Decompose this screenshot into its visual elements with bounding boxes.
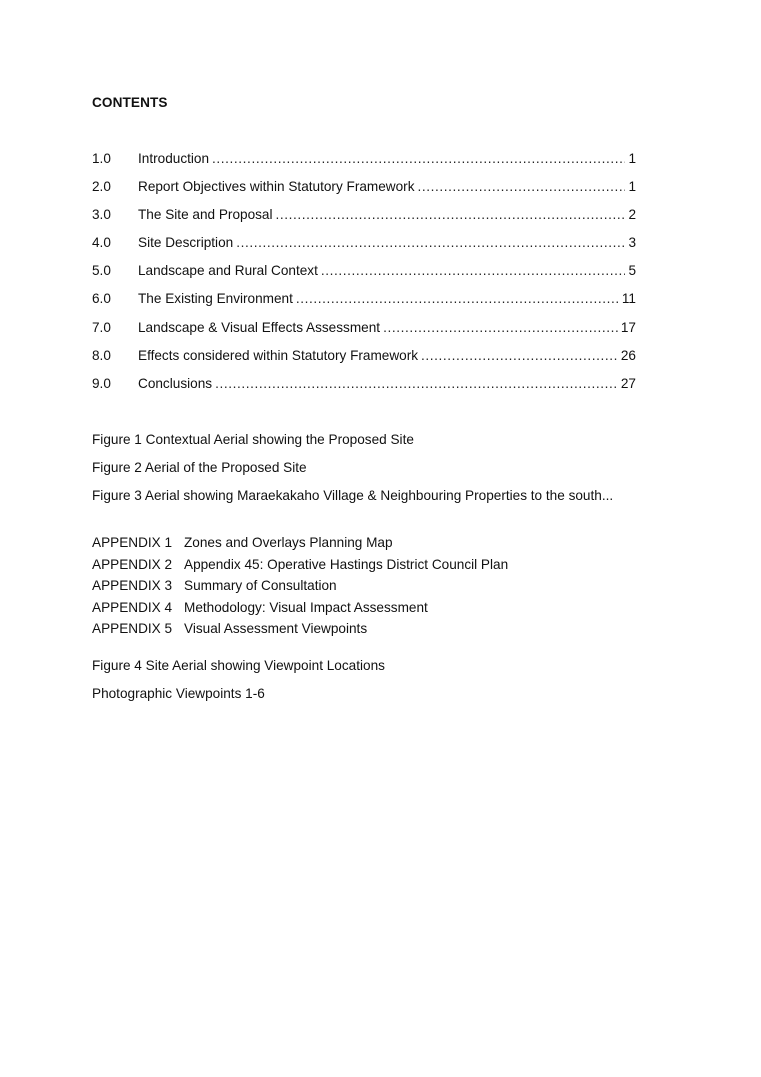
toc-number: 7.0: [92, 319, 111, 335]
figure-entry[interactable]: Figure 2 Aerial of the Proposed Site: [92, 460, 307, 476]
appendix-label: APPENDIX 4: [92, 599, 173, 615]
photographic-viewpoints-entry[interactable]: Photographic Viewpoints 1-6: [92, 686, 265, 702]
toc-page-number: 1: [628, 179, 636, 195]
figure-entry[interactable]: Figure 4 Site Aerial showing Viewpoint Locations: [92, 658, 385, 673]
toc-entry-2[interactable]: [92, 179, 636, 207]
table-of-contents: [92, 151, 636, 404]
toc-page-number: 17: [620, 319, 636, 335]
toc-title: The Existing Environment: [138, 291, 293, 307]
appendix-entry-4[interactable]: [92, 600, 508, 622]
appendix-title: Methodology: Visual Impact Assessment: [184, 599, 428, 615]
toc-entry-8[interactable]: [92, 348, 636, 376]
appendix-entry-5[interactable]: [92, 621, 508, 643]
appendix-list: [92, 535, 508, 643]
toc-page-number: 5: [628, 263, 636, 279]
toc-leader-dots: [321, 263, 626, 278]
figure-list: [92, 432, 613, 516]
toc-entry-4[interactable]: [92, 235, 636, 263]
contents-heading: CONTENTS: [92, 95, 168, 110]
toc-leader-dots: [236, 235, 625, 250]
toc-title: Introduction: [138, 151, 210, 166]
toc-entry-6[interactable]: [92, 291, 636, 319]
toc-number: 8.0: [92, 347, 111, 363]
toc-leader-dots: [418, 179, 626, 194]
toc-entry-5[interactable]: [92, 263, 636, 291]
appendix-title: Zones and Overlays Planning Map: [184, 535, 393, 550]
toc-number: 9.0: [92, 375, 111, 391]
toc-page-number: 26: [620, 347, 636, 363]
toc-title: Landscape and Rural Context: [138, 263, 318, 279]
toc-title: Conclusions: [138, 375, 213, 391]
toc-page-number: 1: [628, 151, 636, 166]
appendix-title: Appendix 45: Operative Hastings District Council Plan: [184, 556, 509, 572]
toc-number: 2.0: [92, 179, 111, 195]
appendix-title: Summary of Consultation: [184, 578, 337, 594]
toc-entry-1[interactable]: [92, 151, 636, 179]
toc-leader-dots: [212, 151, 625, 166]
toc-number: 6.0: [92, 291, 111, 307]
toc-page-number: 11: [621, 291, 636, 307]
toc-number: 1.0: [92, 151, 111, 166]
toc-entry-7[interactable]: [92, 320, 636, 348]
toc-entry-9[interactable]: [92, 376, 636, 404]
toc-number: 5.0: [92, 263, 111, 279]
appendix-label: APPENDIX 5: [92, 621, 173, 637]
toc-number: 4.0: [92, 235, 111, 251]
toc-page-number: 2: [628, 207, 636, 223]
toc-leader-dots: [276, 207, 626, 222]
toc-leader-dots: [421, 348, 618, 363]
appendix-label: APPENDIX 2: [92, 556, 173, 572]
figure-entry[interactable]: Figure 1 Contextual Aerial showing the Proposed Site: [92, 432, 414, 447]
toc-leader-dots: [215, 376, 618, 391]
toc-title: Effects considered within Statutory Framework: [138, 347, 419, 363]
toc-number: 3.0: [92, 207, 111, 223]
appendix-entry-1[interactable]: [92, 535, 508, 557]
toc-leader-dots: [383, 320, 618, 335]
toc-page-number: 3: [628, 235, 636, 251]
toc-title: Site Description: [138, 235, 234, 251]
appendix-title: Visual Assessment Viewpoints: [184, 621, 368, 637]
toc-title: Landscape & Visual Effects Assessment: [138, 319, 381, 335]
figure-entry[interactable]: Figure 3 Aerial showing Maraekakaho Village & Neighbouring Properties to the south...: [92, 488, 614, 504]
toc-title: The Site and Proposal: [138, 207, 273, 223]
appendix-label: APPENDIX 3: [92, 578, 173, 594]
toc-leader-dots: [296, 291, 619, 306]
appendix-entry-2[interactable]: [92, 557, 508, 579]
toc-title: Report Objectives within Statutory Framework: [138, 179, 415, 195]
figure-list-after-appendices: [92, 658, 385, 714]
toc-entry-3[interactable]: [92, 207, 636, 235]
appendix-entry-3[interactable]: [92, 578, 508, 600]
toc-page-number: 27: [620, 375, 636, 391]
appendix-label: APPENDIX 1: [92, 535, 173, 550]
